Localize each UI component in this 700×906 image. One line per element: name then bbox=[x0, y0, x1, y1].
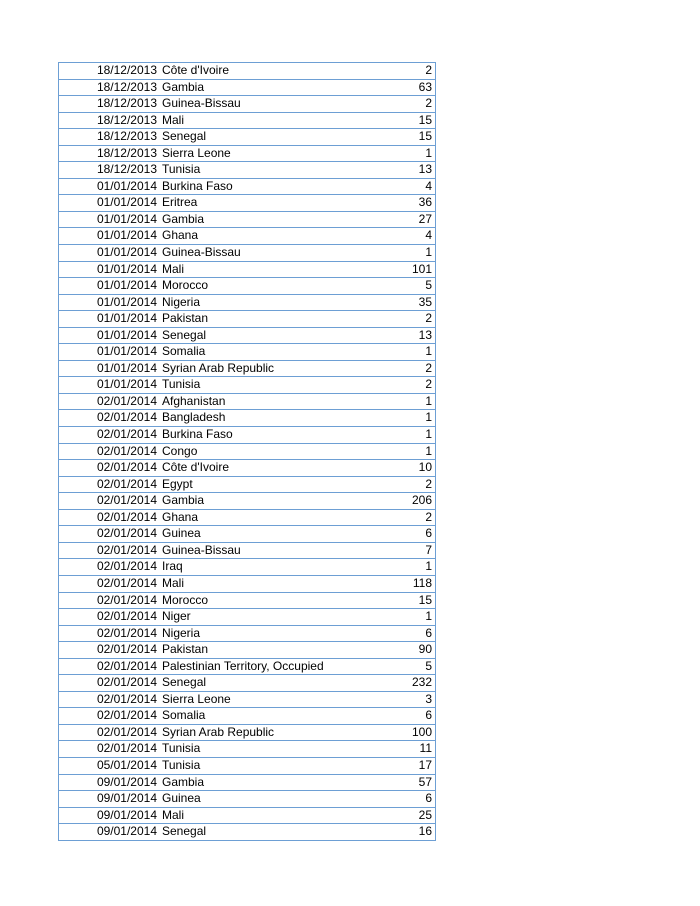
date-cell: 02/01/2014 bbox=[96, 575, 157, 590]
date-cell: 01/01/2014 bbox=[96, 377, 157, 392]
date-cell: 02/01/2014 bbox=[96, 393, 157, 408]
count-cell: 27 bbox=[418, 211, 432, 226]
table-row bbox=[59, 642, 435, 659]
count-cell: 13 bbox=[418, 162, 432, 177]
country-cell: Senegal bbox=[162, 824, 207, 839]
date-cell: 05/01/2014 bbox=[96, 757, 157, 772]
country-cell: Syrian Arab Republic bbox=[162, 724, 275, 739]
table-row bbox=[59, 262, 435, 279]
count-cell: 25 bbox=[418, 807, 432, 822]
country-cell: Guinea-Bissau bbox=[162, 245, 241, 260]
country-cell: Egypt bbox=[162, 476, 193, 491]
date-cell: 18/12/2013 bbox=[96, 79, 157, 94]
date-cell: 01/01/2014 bbox=[96, 261, 157, 276]
date-cell: 01/01/2014 bbox=[96, 327, 157, 342]
count-cell: 2 bbox=[425, 311, 432, 326]
table-row bbox=[59, 659, 435, 676]
table-row bbox=[59, 427, 435, 444]
date-cell: 02/01/2014 bbox=[96, 509, 157, 524]
date-cell: 02/01/2014 bbox=[96, 708, 157, 723]
count-cell: 1 bbox=[425, 427, 432, 442]
country-cell: Niger bbox=[162, 609, 191, 624]
table-row bbox=[59, 96, 435, 113]
table-row bbox=[59, 328, 435, 345]
date-cell: 02/01/2014 bbox=[96, 642, 157, 657]
table-row bbox=[59, 791, 435, 808]
count-cell: 1 bbox=[425, 410, 432, 425]
count-cell: 4 bbox=[425, 178, 432, 193]
count-cell: 4 bbox=[425, 228, 432, 243]
count-cell: 6 bbox=[425, 708, 432, 723]
table-row bbox=[59, 344, 435, 361]
count-cell: 15 bbox=[418, 592, 432, 607]
country-cell: Tunisia bbox=[162, 377, 201, 392]
date-cell: 02/01/2014 bbox=[96, 460, 157, 475]
date-cell: 09/01/2014 bbox=[96, 824, 157, 839]
country-cell: Gambia bbox=[162, 774, 205, 789]
country-cell: Senegal bbox=[162, 129, 207, 144]
count-cell: 6 bbox=[425, 791, 432, 806]
country-cell: Ghana bbox=[162, 228, 199, 243]
country-cell: Ghana bbox=[162, 509, 199, 524]
table-row bbox=[59, 129, 435, 146]
country-cell: Burkina Faso bbox=[162, 178, 233, 193]
count-cell: 2 bbox=[425, 63, 432, 77]
date-cell: 01/01/2014 bbox=[96, 178, 157, 193]
date-cell: 02/01/2014 bbox=[96, 427, 157, 442]
count-cell: 3 bbox=[425, 691, 432, 706]
date-cell: 18/12/2013 bbox=[96, 63, 157, 77]
country-cell: Tunisia bbox=[162, 162, 201, 177]
table-row bbox=[59, 162, 435, 179]
count-cell: 1 bbox=[425, 393, 432, 408]
date-cell: 02/01/2014 bbox=[96, 542, 157, 557]
table-row bbox=[59, 295, 435, 312]
table-row bbox=[59, 609, 435, 626]
count-cell: 15 bbox=[418, 129, 432, 144]
date-cell: 02/01/2014 bbox=[96, 625, 157, 640]
country-cell: Côte d'Ivoire bbox=[162, 460, 229, 475]
country-cell: Somalia bbox=[162, 344, 206, 359]
date-cell: 02/01/2014 bbox=[96, 691, 157, 706]
country-cell: Morocco bbox=[162, 278, 209, 293]
count-cell: 2 bbox=[425, 476, 432, 491]
table-row bbox=[59, 113, 435, 130]
count-cell: 118 bbox=[412, 575, 432, 590]
table-row bbox=[59, 824, 435, 841]
table-row bbox=[59, 212, 435, 229]
date-cell: 18/12/2013 bbox=[96, 112, 157, 127]
date-cell: 01/01/2014 bbox=[96, 228, 157, 243]
count-cell: 1 bbox=[425, 245, 432, 260]
date-cell: 02/01/2014 bbox=[96, 476, 157, 491]
date-cell: 18/12/2013 bbox=[96, 145, 157, 160]
table-row bbox=[59, 741, 435, 758]
date-cell: 18/12/2013 bbox=[96, 96, 157, 111]
country-cell: Mali bbox=[162, 112, 185, 127]
country-cell: Côte d'Ivoire bbox=[162, 63, 229, 77]
table-row bbox=[59, 493, 435, 510]
table-row bbox=[59, 510, 435, 527]
country-cell: Gambia bbox=[162, 79, 205, 94]
country-cell: Guinea-Bissau bbox=[162, 542, 241, 557]
count-cell: 6 bbox=[425, 625, 432, 640]
country-cell: Tunisia bbox=[162, 741, 201, 756]
country-cell: Pakistan bbox=[162, 311, 209, 326]
table-row bbox=[59, 460, 435, 477]
date-cell: 02/01/2014 bbox=[96, 741, 157, 756]
count-cell: 11 bbox=[419, 741, 432, 756]
country-cell: Senegal bbox=[162, 675, 207, 690]
date-cell: 02/01/2014 bbox=[96, 526, 157, 541]
table-row bbox=[59, 559, 435, 576]
table-row bbox=[59, 543, 435, 560]
count-cell: 15 bbox=[418, 112, 432, 127]
count-cell: 63 bbox=[418, 79, 432, 94]
country-cell: Nigeria bbox=[162, 625, 201, 640]
table-row bbox=[59, 692, 435, 709]
table-row bbox=[59, 228, 435, 245]
country-cell: Tunisia bbox=[162, 757, 201, 772]
count-cell: 90 bbox=[418, 642, 432, 657]
table-row bbox=[59, 725, 435, 742]
country-cell: Nigeria bbox=[162, 294, 201, 309]
table-row bbox=[59, 80, 435, 97]
date-cell: 02/01/2014 bbox=[96, 609, 157, 624]
table-row bbox=[59, 444, 435, 461]
date-cell: 01/01/2014 bbox=[96, 344, 157, 359]
country-cell: Pakistan bbox=[162, 642, 209, 657]
date-cell: 01/01/2014 bbox=[96, 360, 157, 375]
data-table bbox=[58, 62, 436, 841]
count-cell: 36 bbox=[418, 195, 432, 210]
country-cell: Syrian Arab Republic bbox=[162, 360, 275, 375]
date-cell: 01/01/2014 bbox=[96, 211, 157, 226]
date-cell: 01/01/2014 bbox=[96, 195, 157, 210]
table-row bbox=[59, 146, 435, 163]
table-row bbox=[59, 808, 435, 825]
count-cell: 2 bbox=[425, 96, 432, 111]
table-row bbox=[59, 377, 435, 394]
count-cell: 6 bbox=[425, 526, 432, 541]
date-cell: 01/01/2014 bbox=[96, 311, 157, 326]
count-cell: 2 bbox=[425, 377, 432, 392]
count-cell: 206 bbox=[411, 493, 432, 508]
country-cell: Palestinian Territory, Occupied bbox=[162, 658, 324, 673]
country-cell: Senegal bbox=[162, 327, 207, 342]
date-cell: 02/01/2014 bbox=[96, 675, 157, 690]
date-cell: 09/01/2014 bbox=[96, 774, 157, 789]
country-cell: Mali bbox=[162, 261, 185, 276]
table-row bbox=[59, 675, 435, 692]
table-row bbox=[59, 526, 435, 543]
table-row bbox=[59, 708, 435, 725]
date-cell: 01/01/2014 bbox=[96, 245, 157, 260]
count-cell: 7 bbox=[425, 542, 432, 557]
table-row bbox=[59, 758, 435, 775]
count-cell: 2 bbox=[425, 509, 432, 524]
count-cell: 1 bbox=[425, 443, 432, 458]
date-cell: 01/01/2014 bbox=[96, 278, 157, 293]
table-row bbox=[59, 245, 435, 262]
table-row bbox=[59, 410, 435, 427]
count-cell: 101 bbox=[411, 261, 432, 276]
count-cell: 10 bbox=[418, 460, 432, 475]
date-cell: 01/01/2014 bbox=[96, 294, 157, 309]
table-row bbox=[59, 394, 435, 411]
country-cell: Sierra Leone bbox=[162, 691, 231, 706]
count-cell: 13 bbox=[418, 327, 432, 342]
table-row bbox=[59, 179, 435, 196]
count-cell: 17 bbox=[418, 757, 432, 772]
count-cell: 35 bbox=[418, 294, 432, 309]
count-cell: 1 bbox=[425, 609, 432, 624]
table-row bbox=[59, 195, 435, 212]
count-cell: 5 bbox=[425, 658, 432, 673]
count-cell: 100 bbox=[411, 724, 432, 739]
country-cell: Guinea bbox=[162, 791, 201, 806]
count-cell: 1 bbox=[425, 344, 432, 359]
date-cell: 09/01/2014 bbox=[96, 807, 157, 822]
country-cell: Guinea bbox=[162, 526, 201, 541]
date-cell: 02/01/2014 bbox=[96, 559, 157, 574]
count-cell: 2 bbox=[425, 360, 432, 375]
date-cell: 02/01/2014 bbox=[96, 658, 157, 673]
table-row bbox=[59, 278, 435, 295]
count-cell: 1 bbox=[425, 145, 432, 160]
date-cell: 02/01/2014 bbox=[96, 592, 157, 607]
date-cell: 18/12/2013 bbox=[96, 129, 157, 144]
country-cell: Iraq bbox=[162, 559, 183, 574]
date-cell: 02/01/2014 bbox=[96, 410, 157, 425]
country-cell: Eritrea bbox=[162, 195, 198, 210]
table-row bbox=[59, 626, 435, 643]
date-cell: 09/01/2014 bbox=[96, 791, 157, 806]
date-cell: 02/01/2014 bbox=[96, 443, 157, 458]
country-cell: Congo bbox=[162, 443, 198, 458]
country-cell: Afghanistan bbox=[162, 393, 226, 408]
country-cell: Mali bbox=[162, 807, 185, 822]
table-row bbox=[59, 576, 435, 593]
country-cell: Guinea-Bissau bbox=[162, 96, 241, 111]
count-cell: 16 bbox=[418, 824, 432, 839]
table-row bbox=[59, 63, 435, 80]
count-cell: 5 bbox=[425, 278, 432, 293]
country-cell: Sierra Leone bbox=[162, 145, 231, 160]
country-cell: Somalia bbox=[162, 708, 206, 723]
country-cell: Gambia bbox=[162, 493, 205, 508]
date-cell: 02/01/2014 bbox=[96, 493, 157, 508]
count-cell: 57 bbox=[418, 774, 432, 789]
country-cell: Gambia bbox=[162, 211, 205, 226]
table-row bbox=[59, 593, 435, 610]
country-cell: Morocco bbox=[162, 592, 209, 607]
country-cell: Bangladesh bbox=[162, 410, 226, 425]
country-cell: Burkina Faso bbox=[162, 427, 233, 442]
table-row bbox=[59, 361, 435, 378]
table-row bbox=[59, 775, 435, 792]
count-cell: 232 bbox=[411, 675, 432, 690]
count-cell: 1 bbox=[425, 559, 432, 574]
date-cell: 18/12/2013 bbox=[96, 162, 157, 177]
table-row bbox=[59, 311, 435, 328]
table-row bbox=[59, 477, 435, 494]
date-cell: 02/01/2014 bbox=[96, 724, 157, 739]
country-cell: Mali bbox=[162, 575, 185, 590]
